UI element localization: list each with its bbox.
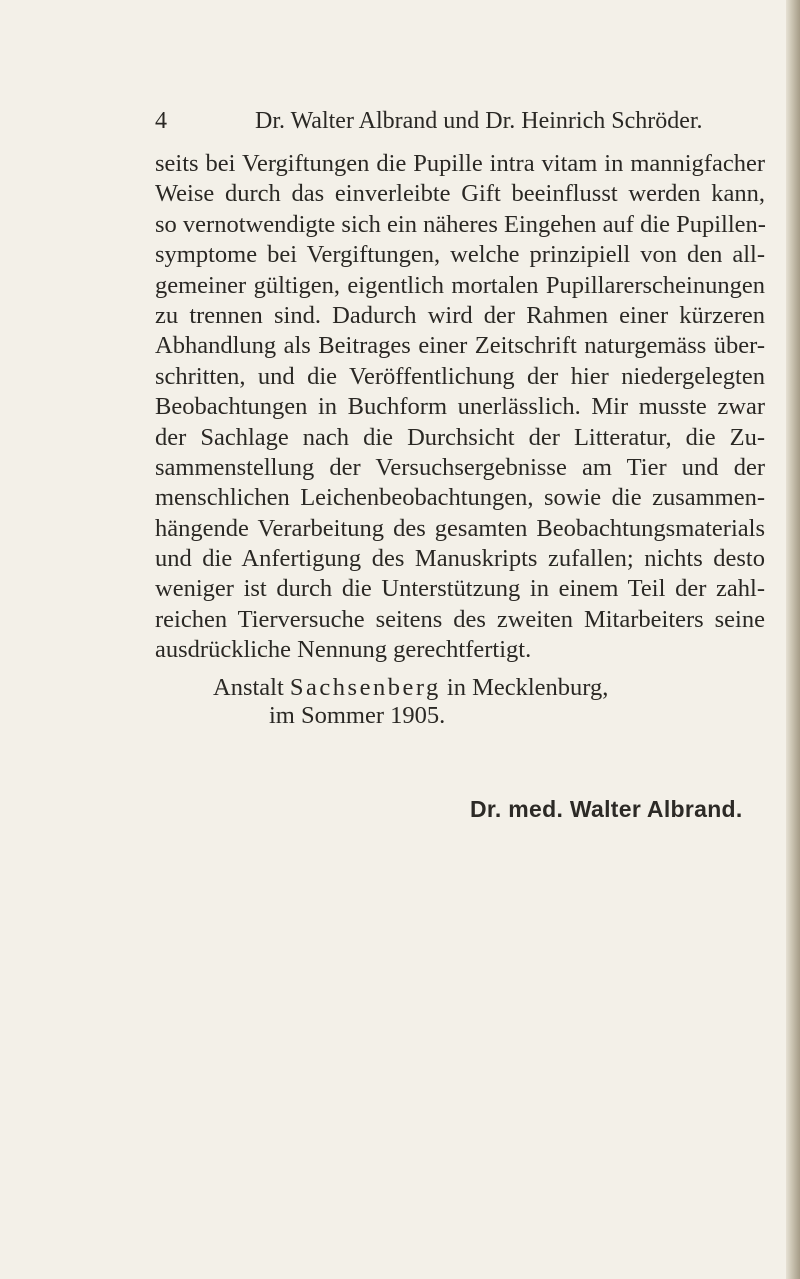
- running-head: Dr. Walter Albrand und Dr. Heinrich Schröder.: [255, 108, 703, 134]
- place-suffix: in Mecklenburg,: [446, 674, 609, 701]
- text-line: ausdrückliche Nennung gerechtfertigt.: [155, 636, 532, 664]
- text-line: der Sachlage nach die Durchsicht der Litteratur, die Zu-: [155, 423, 765, 451]
- text-line: schritten, und die Veröffentlichung der hier niedergelegten: [155, 362, 765, 390]
- text-line: so vernotwendigte sich ein näheres Eingehen auf die Pupillen-: [155, 210, 766, 238]
- date-line: im Sommer 1905.: [269, 702, 446, 729]
- text-line: und die Anfertigung des Manuskripts zufallen; nichts desto: [155, 545, 765, 573]
- text-line: seits bei Vergiftungen die Pupille intra vitam in mannigfacher: [155, 150, 765, 177]
- page-edge: [786, 0, 800, 1279]
- page-number: 4: [155, 108, 167, 134]
- text-line: menschlichen Leichenbeobachtungen, sowie die zusammen-: [155, 484, 765, 512]
- text-line: weniger ist durch die Unterstützung in einem Teil der zahl-: [155, 575, 765, 603]
- text-line: Beobachtungen in Buchform unerlässlich. Mir musste zwar: [155, 393, 765, 421]
- place-prefix: Anstalt: [213, 674, 284, 701]
- place-name: Sachsenberg: [289, 674, 441, 701]
- place-line: [213, 673, 608, 703]
- text-line: gemeiner gültigen, eigentlich mortalen Pupillarerscheinungen: [155, 271, 765, 299]
- text-line: Weise durch das einverleibte Gift beeinflusst werden kann,: [155, 180, 765, 208]
- page-header: [155, 104, 703, 138]
- signature: Dr. med. Walter Albrand.: [470, 796, 743, 822]
- text-line: zu trennen sind. Dadurch wird der Rahmen einer kürzeren: [155, 301, 765, 329]
- text-line: Abhandlung als Beitrages einer Zeitschrift naturgemäss über-: [155, 332, 765, 360]
- text-line: sammenstellung der Versuchsergebnisse am Tier und der: [155, 453, 765, 481]
- text-line: reichen Tierversuche seitens des zweiten Mitarbeiters seine: [155, 605, 765, 633]
- text-line: symptome bei Vergiftungen, welche prinzipiell von den all-: [155, 241, 765, 269]
- text-line: hängende Verarbeitung des gesamten Beobachtungsmaterials: [155, 514, 765, 542]
- body-paragraph: [155, 149, 765, 666]
